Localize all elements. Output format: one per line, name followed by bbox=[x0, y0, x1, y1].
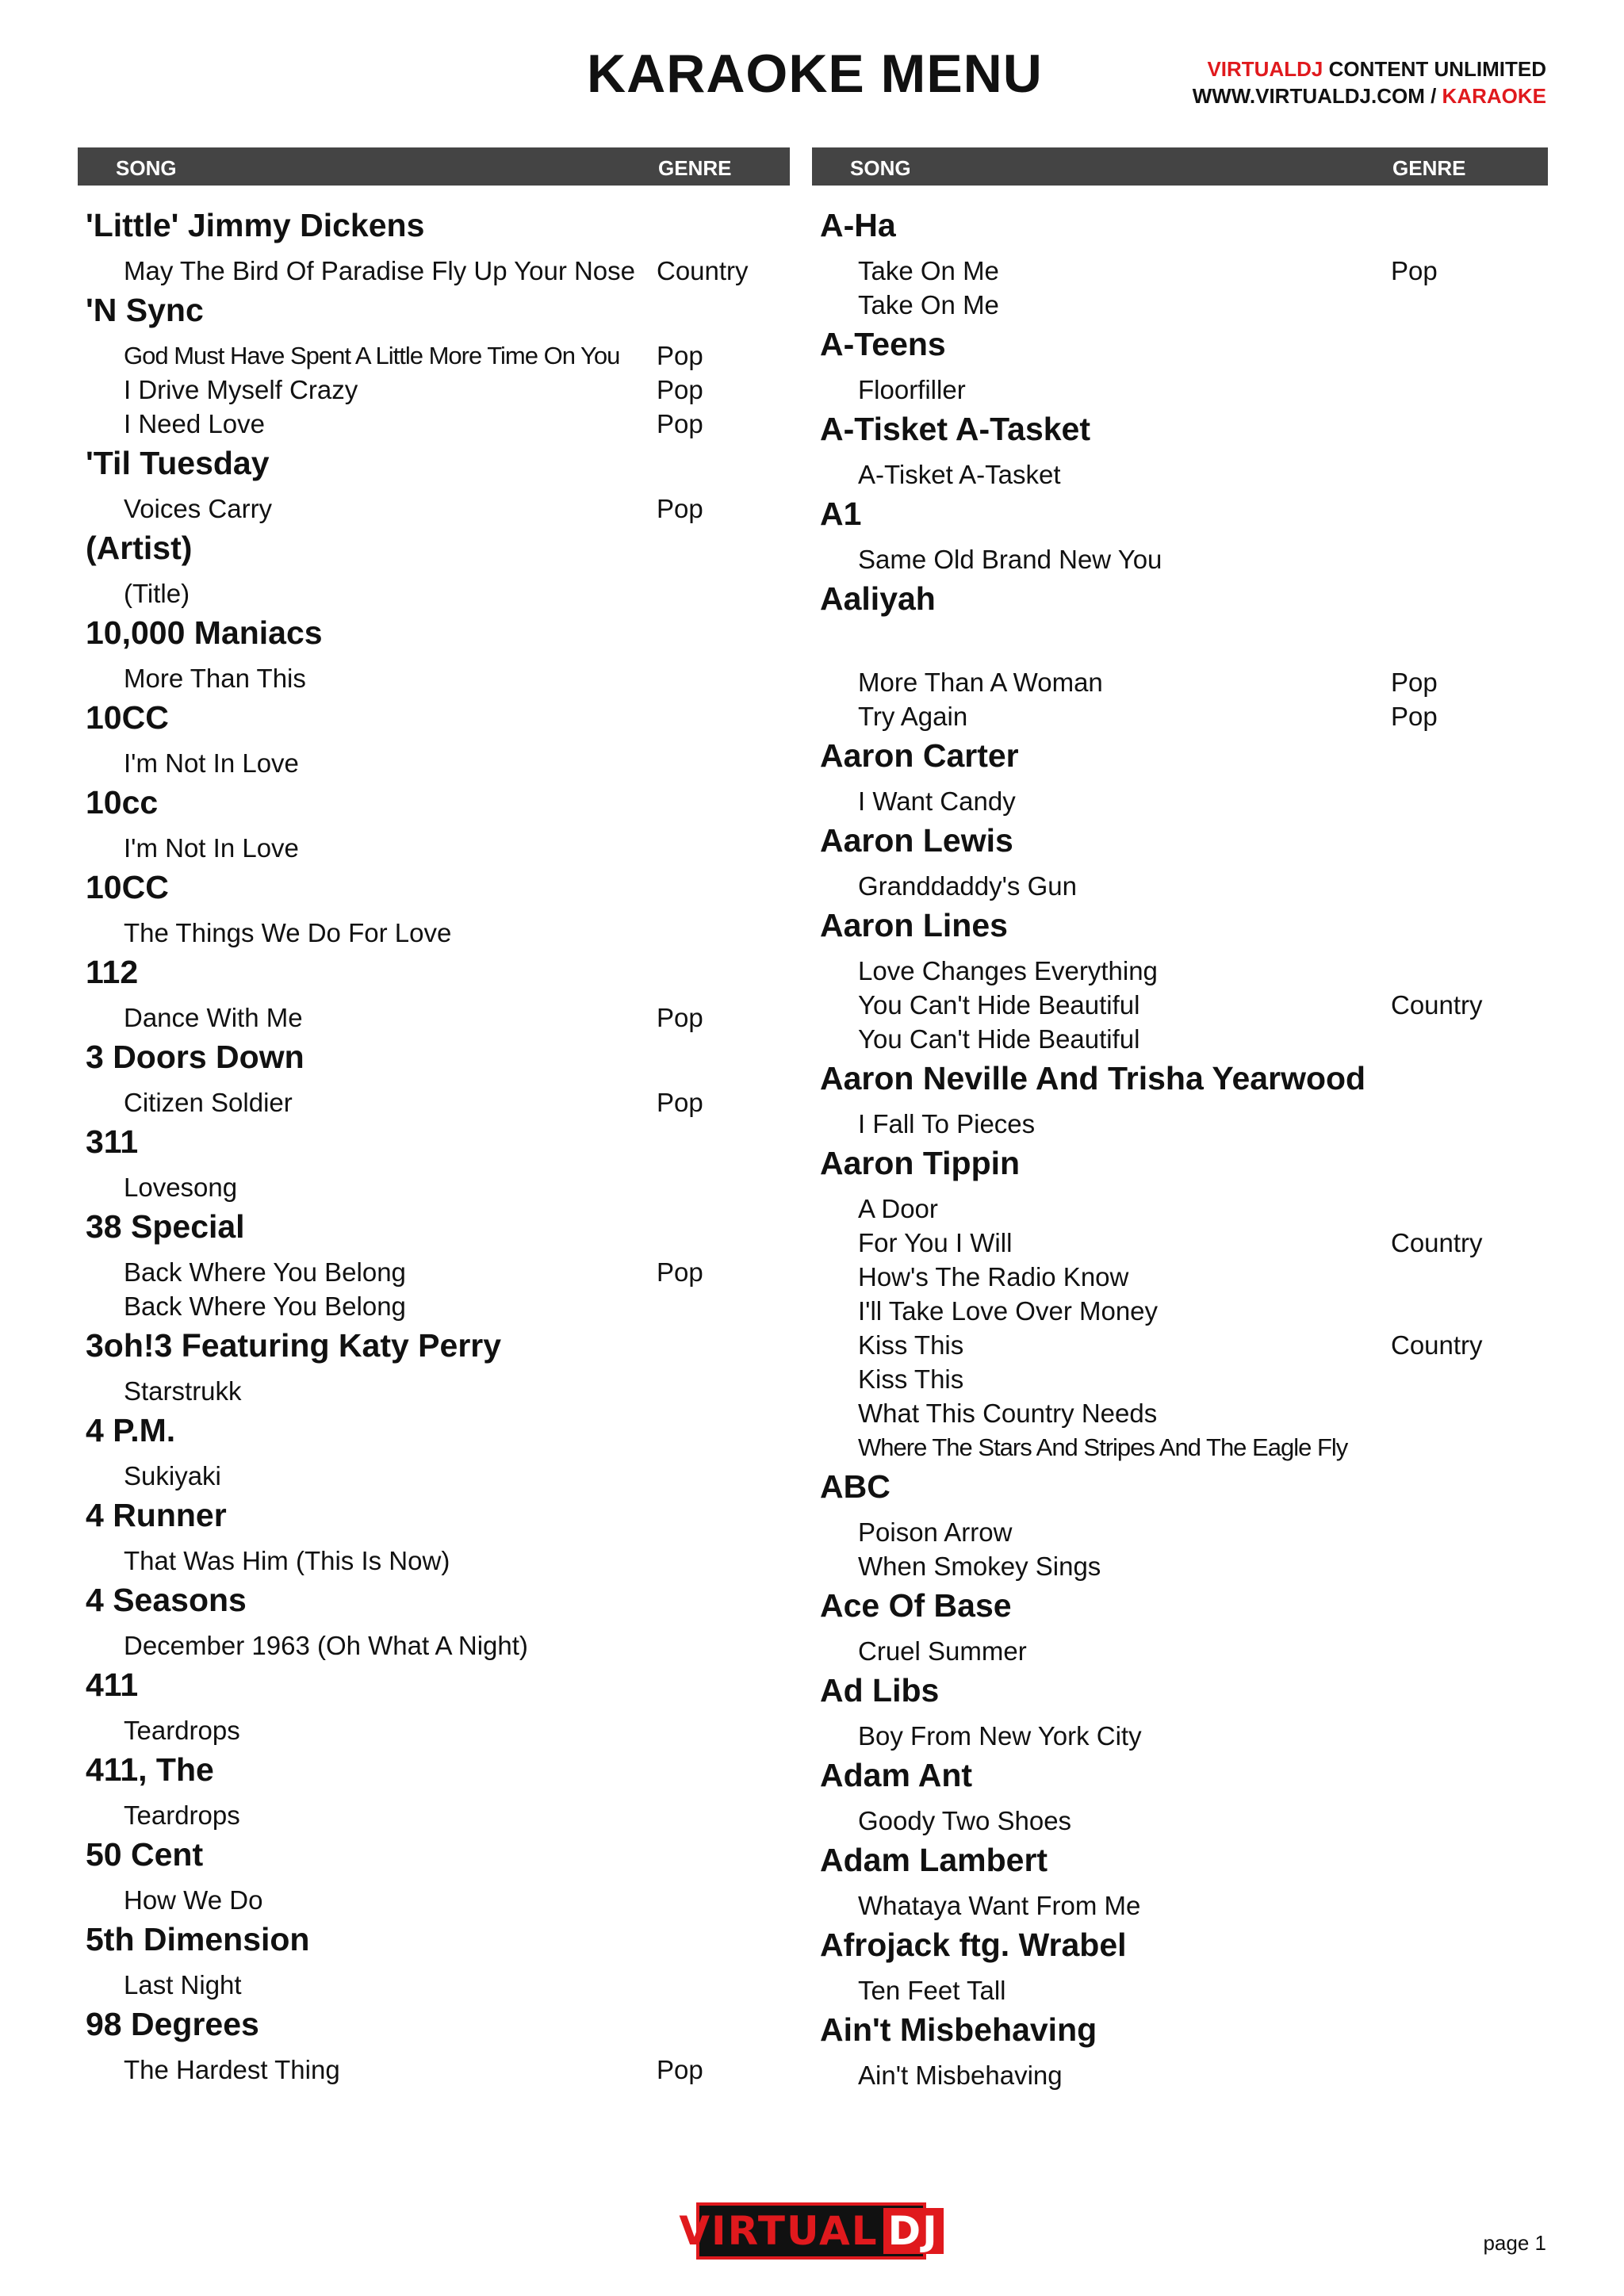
artist-name: 'N Sync bbox=[86, 292, 204, 328]
song-genre: Pop bbox=[657, 341, 703, 370]
artist-group bbox=[812, 1583, 1510, 1668]
song-row bbox=[78, 254, 776, 288]
song-title: Boy From New York City bbox=[858, 1721, 1142, 1751]
song-title: Voices Carry bbox=[124, 494, 273, 523]
song-title: I Want Candy bbox=[858, 786, 1016, 816]
song-title: A-Tisket A-Tasket bbox=[858, 460, 1061, 489]
artist-name: A-Tisket A-Tasket bbox=[820, 411, 1091, 447]
genre-column-label: GENRE bbox=[1392, 156, 1466, 180]
song-row bbox=[78, 831, 776, 865]
song-row bbox=[812, 1719, 1510, 1753]
song-title: Take On Me bbox=[858, 256, 999, 285]
logo-dj-text: DJ bbox=[883, 2208, 944, 2254]
brand-virtualdj: VIRTUALDJ bbox=[1207, 57, 1323, 81]
artist-group bbox=[78, 1204, 776, 1323]
song-title: Kiss This bbox=[858, 1330, 964, 1360]
song-title: How's The Radio Know bbox=[858, 1262, 1129, 1292]
song-row bbox=[78, 1459, 776, 1493]
song-genre: Pop bbox=[657, 409, 703, 438]
artist-group bbox=[78, 1578, 776, 1663]
song-row bbox=[78, 1255, 776, 1289]
song-row bbox=[812, 1107, 1510, 1141]
artist-group bbox=[78, 441, 776, 526]
song-title: Lovesong bbox=[124, 1173, 238, 1202]
song-row bbox=[812, 1804, 1510, 1838]
song-genre: Country bbox=[657, 256, 749, 285]
song-title: I'm Not In Love bbox=[124, 833, 299, 863]
song-row bbox=[78, 1170, 776, 1204]
song-title: Teardrops bbox=[124, 1800, 240, 1830]
song-row bbox=[78, 916, 776, 950]
artist-name: Aaron Lewis bbox=[820, 822, 1013, 859]
artist-name: ABC bbox=[820, 1468, 891, 1505]
page-title: KARAOKE MENU bbox=[587, 44, 1043, 104]
song-title: Starstrukk bbox=[124, 1376, 242, 1406]
song-title: Kiss This bbox=[858, 1364, 964, 1394]
artist-group bbox=[78, 1408, 776, 1493]
artist-name: 3 Doors Down bbox=[86, 1039, 304, 1075]
song-title: Take On Me bbox=[858, 290, 999, 320]
artist-group bbox=[78, 526, 776, 610]
song-title: Try Again bbox=[858, 702, 968, 731]
song-title: December 1963 (Oh What A Night) bbox=[124, 1631, 528, 1660]
song-title: Back Where You Belong bbox=[124, 1292, 406, 1321]
song-row bbox=[812, 1226, 1510, 1260]
artist-name: Aaliyah bbox=[820, 580, 936, 617]
artist-name: 3oh!3 Featuring Katy Perry bbox=[86, 1327, 502, 1364]
song-row bbox=[78, 661, 776, 695]
song-row bbox=[812, 1549, 1510, 1583]
brand-content-unlimited: CONTENT UNLIMITED bbox=[1323, 57, 1546, 81]
logo-virtual-text: VIRTUAL bbox=[679, 2208, 879, 2254]
artist-name: (Artist) bbox=[86, 530, 193, 566]
song-row bbox=[812, 1396, 1510, 1430]
song-genre: Country bbox=[1391, 1330, 1483, 1360]
brand-karaoke: KARAOKE bbox=[1442, 84, 1546, 108]
song-genre: Pop bbox=[657, 375, 703, 404]
artist-group bbox=[812, 1668, 1510, 1753]
song-title: You Can't Hide Beautiful bbox=[858, 990, 1140, 1020]
song-title: I'm Not In Love bbox=[124, 748, 299, 778]
artist-name: 411, The bbox=[86, 1751, 214, 1788]
song-title: A Door bbox=[858, 1194, 938, 1223]
artist-group bbox=[78, 1832, 776, 1917]
song-genre: Pop bbox=[1391, 256, 1438, 285]
artist-name: Adam Lambert bbox=[820, 1842, 1048, 1878]
song-row bbox=[812, 988, 1510, 1022]
song-row bbox=[78, 1713, 776, 1747]
song-row bbox=[78, 1001, 776, 1035]
song-title: Teardrops bbox=[124, 1716, 240, 1745]
artist-name: Afrojack ftg. Wrabel bbox=[820, 1927, 1127, 1963]
artist-name: Ad Libs bbox=[820, 1672, 940, 1709]
artist-group bbox=[812, 407, 1510, 492]
song-genre: Pop bbox=[657, 1257, 703, 1287]
artist-group bbox=[812, 1464, 1510, 1583]
song-genre: Pop bbox=[1391, 702, 1438, 731]
song-title: God Must Have Spent A Little More Time On You bbox=[124, 342, 620, 369]
artist-name: A-Ha bbox=[820, 207, 896, 243]
artist-group bbox=[812, 903, 1510, 1056]
left-song-list bbox=[78, 203, 776, 2087]
artist-name: 4 P.M. bbox=[86, 1412, 176, 1448]
artist-group bbox=[78, 1323, 776, 1408]
song-row bbox=[812, 2058, 1510, 2092]
artist-group bbox=[812, 818, 1510, 903]
artist-name: A1 bbox=[820, 496, 862, 532]
song-row bbox=[812, 1192, 1510, 1226]
right-column-header bbox=[812, 147, 1548, 186]
artist-name: 112 bbox=[86, 954, 139, 990]
song-title: The Things We Do For Love bbox=[124, 918, 452, 947]
song-row bbox=[78, 746, 776, 780]
song-genre: Country bbox=[1391, 990, 1483, 1020]
artist-name: 10CC bbox=[86, 699, 169, 736]
song-title: I Drive Myself Crazy bbox=[124, 375, 358, 404]
artist-name: 10cc bbox=[86, 784, 159, 821]
artist-group bbox=[78, 288, 776, 441]
artist-name: Ain't Misbehaving bbox=[820, 2011, 1097, 2048]
song-title: For You I Will bbox=[858, 1228, 1013, 1257]
song-row bbox=[78, 1374, 776, 1408]
artist-name: 10CC bbox=[86, 869, 169, 905]
song-row bbox=[812, 1294, 1510, 1328]
song-title: Where The Stars And Stripes And The Eagle Fly bbox=[858, 1433, 1348, 1461]
song-row bbox=[812, 784, 1510, 818]
artist-group bbox=[812, 1753, 1510, 1838]
song-row bbox=[78, 407, 776, 441]
song-row bbox=[812, 1888, 1510, 1923]
song-row bbox=[78, 1968, 776, 2002]
artist-name: 'Til Tuesday bbox=[86, 445, 270, 481]
artist-name: 4 Runner bbox=[86, 1497, 227, 1533]
artist-group bbox=[78, 695, 776, 780]
song-row bbox=[78, 1628, 776, 1663]
artist-name: Aaron Neville And Trisha Yearwood bbox=[820, 1060, 1366, 1096]
song-title: More Than A Woman bbox=[858, 668, 1103, 697]
song-row bbox=[78, 1289, 776, 1323]
artist-group bbox=[78, 2002, 776, 2087]
artist-name: 5th Dimension bbox=[86, 1921, 310, 1957]
artist-group bbox=[78, 950, 776, 1035]
artist-name: Aaron Carter bbox=[820, 737, 1019, 774]
song-row bbox=[78, 1085, 776, 1119]
song-title: Floorfiller bbox=[858, 375, 966, 404]
song-row bbox=[812, 1973, 1510, 2007]
artist-name: 311 bbox=[86, 1123, 139, 1160]
song-row bbox=[78, 576, 776, 610]
artist-name: Adam Ant bbox=[820, 1757, 973, 1793]
artist-group bbox=[78, 1663, 776, 1747]
song-genre: Pop bbox=[1391, 668, 1438, 697]
artist-group bbox=[812, 733, 1510, 818]
song-row bbox=[812, 1022, 1510, 1056]
song-title: I Need Love bbox=[124, 409, 265, 438]
artist-group bbox=[812, 1923, 1510, 2007]
right-song-list bbox=[812, 203, 1510, 2092]
song-title: How We Do bbox=[124, 1885, 263, 1915]
artist-name: Ace Of Base bbox=[820, 1587, 1012, 1624]
song-row bbox=[812, 869, 1510, 903]
artist-name: 38 Special bbox=[86, 1208, 245, 1245]
song-column-label: SONG bbox=[850, 156, 911, 180]
song-title: May The Bird Of Paradise Fly Up Your Nose bbox=[124, 256, 636, 285]
song-title: I Fall To Pieces bbox=[858, 1109, 1036, 1138]
song-title: Cruel Summer bbox=[858, 1636, 1027, 1666]
brand-url: WWW.VIRTUALDJ.COM / bbox=[1192, 84, 1442, 108]
song-row bbox=[812, 373, 1510, 407]
song-row bbox=[78, 1544, 776, 1578]
song-row bbox=[78, 1883, 776, 1917]
song-genre: Pop bbox=[657, 2055, 703, 2084]
artist-group bbox=[78, 1119, 776, 1204]
song-row bbox=[812, 288, 1510, 322]
song-title: Same Old Brand New You bbox=[858, 545, 1162, 574]
spacer bbox=[812, 627, 1510, 665]
song-row bbox=[78, 492, 776, 526]
artist-group bbox=[812, 1056, 1510, 1141]
song-row bbox=[812, 665, 1510, 699]
song-title: Last Night bbox=[124, 1970, 242, 1999]
song-title: You Can't Hide Beautiful bbox=[858, 1024, 1140, 1054]
artist-group bbox=[812, 322, 1510, 407]
artist-group bbox=[78, 1747, 776, 1832]
artist-name: 50 Cent bbox=[86, 1836, 204, 1873]
left-column-header bbox=[78, 147, 790, 186]
song-column-label: SONG bbox=[116, 156, 177, 180]
song-row bbox=[812, 954, 1510, 988]
song-row bbox=[812, 542, 1510, 576]
virtualdj-logo bbox=[679, 2202, 939, 2260]
song-row bbox=[812, 1634, 1510, 1668]
artist-name: 4 Seasons bbox=[86, 1582, 247, 1618]
page-number: page 1 bbox=[1483, 2231, 1546, 2255]
song-title: Dance With Me bbox=[124, 1003, 303, 1032]
song-row bbox=[812, 699, 1510, 733]
genre-column-label: GENRE bbox=[658, 156, 732, 180]
song-title: The Hardest Thing bbox=[124, 2055, 340, 2084]
song-row bbox=[812, 1260, 1510, 1294]
song-genre: Pop bbox=[657, 494, 703, 523]
artist-name: Aaron Lines bbox=[820, 907, 1008, 943]
artist-group bbox=[78, 1035, 776, 1119]
song-row bbox=[78, 339, 776, 373]
song-genre: Country bbox=[1391, 1228, 1483, 1257]
song-row bbox=[812, 1515, 1510, 1549]
artist-group bbox=[812, 2007, 1510, 2092]
brand-line-1 bbox=[1193, 55, 1546, 82]
song-row bbox=[812, 1362, 1510, 1396]
song-title: Love Changes Everything bbox=[858, 956, 1158, 985]
song-title: Citizen Soldier bbox=[124, 1088, 293, 1117]
song-row bbox=[812, 1328, 1510, 1362]
artist-name: 411 bbox=[86, 1667, 139, 1703]
artist-group bbox=[78, 780, 776, 865]
song-row bbox=[78, 1798, 776, 1832]
song-title: Ten Feet Tall bbox=[858, 1976, 1006, 2005]
brand-line-2 bbox=[1193, 82, 1546, 109]
artist-name: A-Teens bbox=[820, 326, 946, 362]
song-title: When Smokey Sings bbox=[858, 1552, 1101, 1581]
artist-group bbox=[812, 203, 1510, 322]
artist-name: 98 Degrees bbox=[86, 2006, 259, 2042]
song-title: I'll Take Love Over Money bbox=[858, 1296, 1159, 1326]
song-title: Whataya Want From Me bbox=[858, 1891, 1141, 1920]
song-title: Granddaddy's Gun bbox=[858, 871, 1077, 901]
artist-group bbox=[812, 1141, 1510, 1464]
song-row bbox=[812, 1430, 1510, 1464]
song-title: More Than This bbox=[124, 664, 306, 693]
song-row bbox=[78, 373, 776, 407]
artist-group bbox=[812, 1838, 1510, 1923]
song-title: That Was Him (This Is Now) bbox=[124, 1546, 450, 1575]
song-title: Poison Arrow bbox=[858, 1517, 1013, 1547]
song-title: What This Country Needs bbox=[858, 1399, 1158, 1428]
brand-block bbox=[1193, 55, 1546, 109]
artist-group bbox=[78, 1917, 776, 2002]
song-title: (Title) bbox=[124, 579, 190, 608]
song-title: Back Where You Belong bbox=[124, 1257, 406, 1287]
artist-name: 10,000 Maniacs bbox=[86, 614, 323, 651]
song-title: Goody Two Shoes bbox=[858, 1806, 1072, 1835]
song-title: Ain't Misbehaving bbox=[858, 2061, 1063, 2090]
song-row bbox=[812, 457, 1510, 492]
artist-group bbox=[812, 492, 1510, 576]
artist-group bbox=[78, 610, 776, 695]
artist-name: Aaron Tippin bbox=[820, 1145, 1021, 1181]
artist-group bbox=[78, 203, 776, 288]
artist-group bbox=[812, 576, 1510, 733]
song-row bbox=[812, 254, 1510, 288]
artist-group bbox=[78, 1493, 776, 1578]
song-genre: Pop bbox=[657, 1003, 703, 1032]
artist-name: 'Little' Jimmy Dickens bbox=[86, 207, 425, 243]
song-title: Sukiyaki bbox=[124, 1461, 221, 1490]
song-genre: Pop bbox=[657, 1088, 703, 1117]
artist-group bbox=[78, 865, 776, 950]
song-row bbox=[78, 2053, 776, 2087]
